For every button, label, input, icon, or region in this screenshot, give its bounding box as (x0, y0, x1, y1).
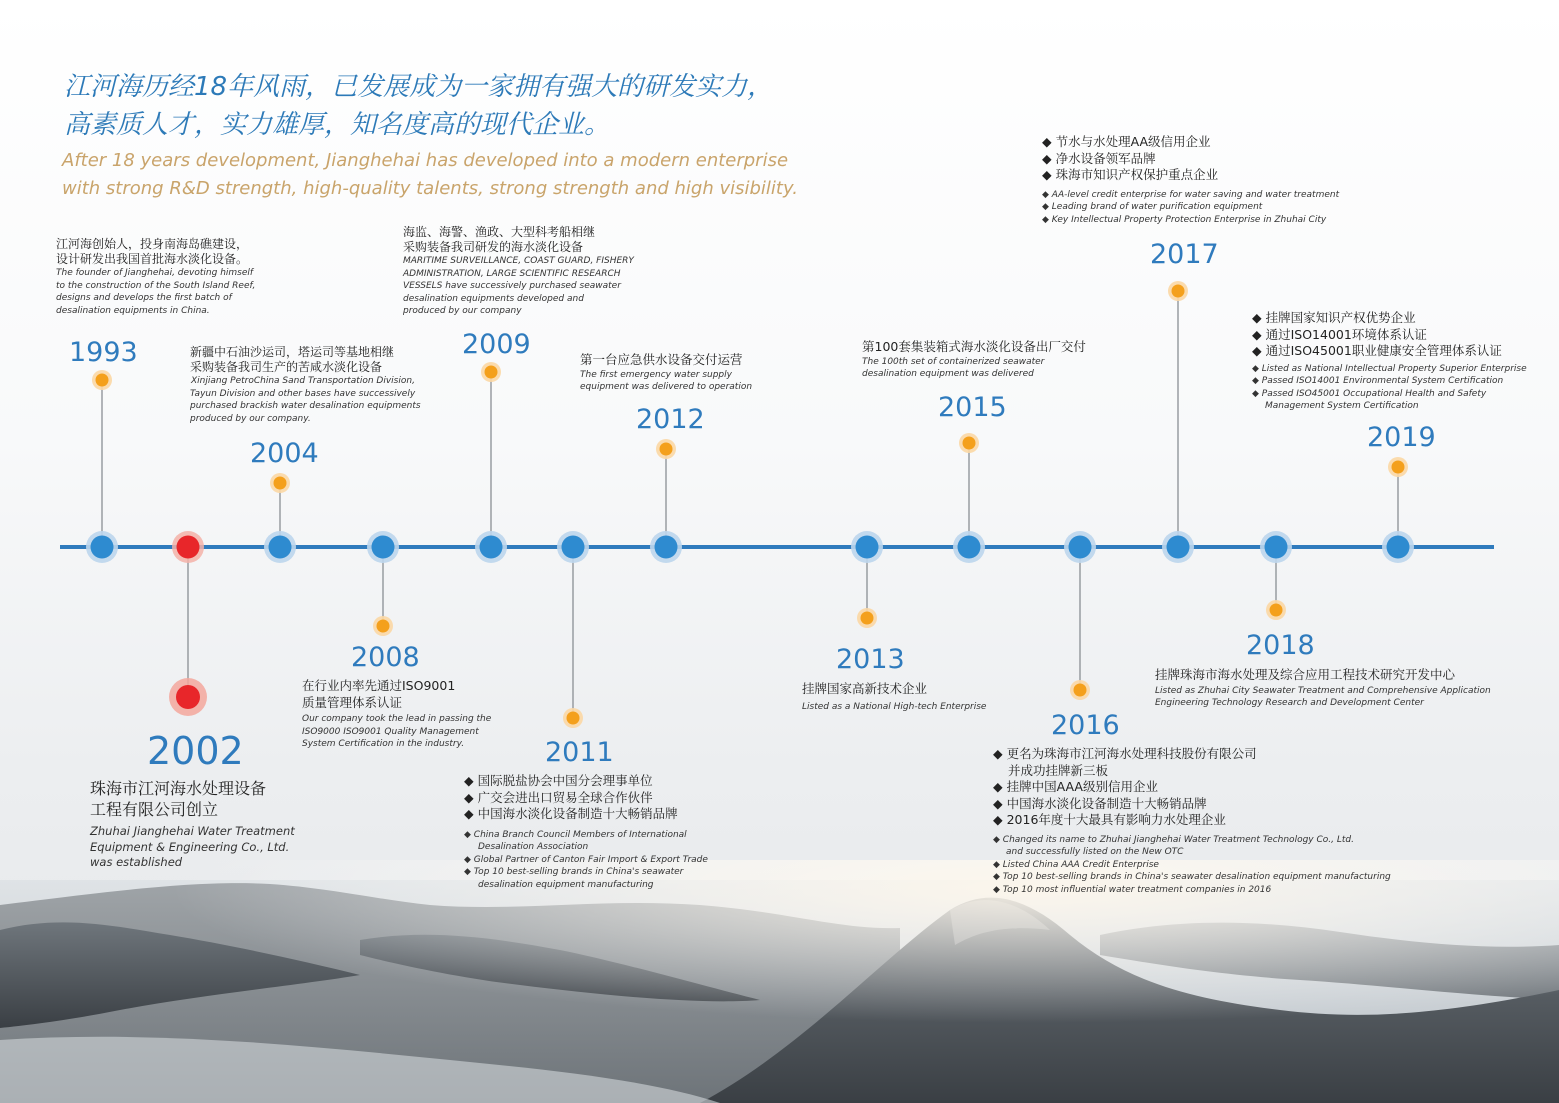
event-2009-en-3: VESSELS have successively purchased seawater (403, 281, 621, 291)
pin-dot-2019 (1392, 461, 1405, 474)
pin-dot-2011 (567, 712, 580, 725)
event-2019-cn-3: ◆ 通过ISO45001职业健康安全管理体系认证 (1252, 343, 1527, 360)
event-2004-text (190, 345, 421, 425)
event-2002-text (90, 778, 295, 871)
event-2017-cn-2: ◆ 净水设备领军品牌 (1042, 151, 1339, 168)
event-2016-en-5: ◆ Top 10 most influential water treatment companies in 2016 (993, 884, 1391, 897)
event-2002-cn-2: 工程有限公司创立 (90, 800, 219, 819)
timeline-node-2019 (1387, 536, 1410, 559)
event-2012-text (580, 352, 752, 394)
year-2008: 2008 (351, 642, 420, 673)
event-2011-cn-3: ◆ 中国海水淡化设备制造十大畅销品牌 (464, 806, 708, 823)
year-2012: 2012 (636, 404, 705, 435)
event-2016-en-3: ◆ Listed China AAA Credit Enterprise (993, 859, 1391, 872)
event-2008-en-2: ISO9000 ISO9001 Quality Management (302, 726, 479, 737)
year-2016: 2016 (1051, 710, 1120, 741)
year-2015: 2015 (938, 392, 1007, 423)
pin-dot-2018 (1270, 604, 1283, 617)
event-2004-en-4: produced by our company. (190, 413, 311, 424)
event-2008-en-3: System Certification in the industry. (302, 739, 465, 749)
event-2017-cn-3: ◆ 珠海市知识产权保护重点企业 (1042, 167, 1339, 184)
event-2004-en-1: Xinjiang PetroChina Sand Transportation Division, (191, 376, 415, 386)
event-2012-en-2: equipment was delivered to operation (580, 382, 753, 392)
pin-dot-2016 (1074, 684, 1087, 697)
year-2018: 2018 (1246, 630, 1315, 661)
event-2009-en-5: produced by our company (403, 306, 522, 316)
event-2018-en-1: Listed as Zhuhai City Seawater Treatment and Comprehensive Application (1155, 685, 1491, 696)
event-2004-cn-2: 采购装备我司生产的苦咸水淡化设备 (190, 360, 383, 374)
event-2002-en-3: was established (90, 855, 183, 869)
pin-dot-2017 (1172, 285, 1185, 298)
event-2011-en-3: ◆ Global Partner of Canton Fair Import & Export Trade (464, 854, 708, 867)
event-2012-cn-1: 第一台应急供水设备交付运营 (580, 352, 743, 367)
pin-dot-2004 (274, 477, 287, 490)
event-2008-en-1: Our company took the lead in passing the (302, 714, 492, 724)
year-2009: 2009 (462, 329, 531, 360)
timeline-node-2016 (1069, 536, 1092, 559)
event-2017-en-1: ◆ AA-level credit enterprise for water saving and water treatment (1042, 189, 1339, 202)
pin-dot-1993 (96, 374, 109, 387)
event-2016-cn-5: ◆ 2016年度十大最具有影响力水处理企业 (993, 812, 1391, 829)
pin-dot-2002 (176, 685, 200, 709)
event-2004-en-3: purchased brackish water desalination equipments (190, 401, 421, 411)
event-2019-cn-1: ◆ 挂牌国家知识产权优势企业 (1252, 310, 1527, 327)
event-2015-en-2: desalination equipment was delivered (862, 369, 1034, 379)
timeline-node-2018 (1265, 536, 1288, 559)
pin-dot-2015 (963, 437, 976, 450)
event-2011-en-1: ◆ China Branch Council Members of International (464, 829, 708, 842)
event-2009-en-4: desalination equipments developed and (403, 293, 584, 304)
event-2019-text (1252, 310, 1527, 413)
event-2016-en-1: ◆ Changed its name to Zhuhai Jianghehai Water Treatment Technology Co., Ltd. (993, 834, 1391, 847)
event-2016-cn-1: ◆ 更名为珠海市江河海水处理科技股份有限公司 (993, 746, 1391, 763)
event-2012-en-1: The first emergency water supply (580, 369, 732, 380)
year-2013: 2013 (836, 644, 905, 675)
event-2011-cn-1: ◆ 国际脱盐协会中国分会理事单位 (464, 773, 708, 790)
event-1993-en-2: to the construction of the South Island Reef, (56, 280, 256, 291)
event-2011-en-5: desalination equipment manufacturing (478, 879, 654, 890)
event-2009-en-2: ADMINISTRATION, LARGE SCIENTIFIC RESEARCH (403, 268, 621, 279)
timeline-node-2013 (856, 536, 879, 559)
event-1993-cn-2: 设计研发出我国首批海水淡化设备。 (56, 252, 249, 266)
event-2018-text (1155, 667, 1491, 710)
event-2011-text (464, 773, 708, 891)
event-2019-en-3: ◆ Passed ISO45001 Occupational Health and Safety (1252, 388, 1527, 401)
event-2016-cn-4: ◆ 中国海水淡化设备制造十大畅销品牌 (993, 796, 1391, 813)
pin-dot-2012 (660, 443, 673, 456)
year-2019: 2019 (1367, 422, 1436, 453)
event-2008-cn-2: 质量管理体系认证 (302, 694, 403, 710)
event-1993-cn-1: 江河海创始人，投身南海岛礁建设， (56, 237, 249, 251)
year-2017: 2017 (1150, 239, 1219, 270)
event-2019-cn-2: ◆ 通过ISO14001环境体系认证 (1252, 327, 1527, 344)
event-1993-en-3: designs and develops the first batch of (56, 293, 232, 303)
event-2019-en-2: ◆ Passed ISO14001 Environmental System Certification (1252, 375, 1527, 388)
event-1993-en-1: The founder of Jianghehai, devoting himself (56, 268, 254, 278)
event-2015-en-1: The 100th set of containerized seawater (862, 356, 1045, 367)
event-2016-cn-2: 并成功挂牌新三板 (1008, 762, 1109, 778)
event-2017-cn-1: ◆ 节水与水处理AA级信用企业 (1042, 134, 1339, 151)
pin-dot-2009 (485, 366, 498, 379)
event-2019-en-4: Management System Certification (1265, 401, 1419, 411)
pin-dot-2008 (377, 620, 390, 633)
event-2002-cn-1: 珠海市江河海水处理设备 (90, 779, 267, 798)
timeline-node-2008 (372, 536, 395, 559)
timeline-node-2012 (655, 536, 678, 559)
event-2009-cn-1: 海监、海警、渔政、大型科考船相继 (403, 225, 596, 239)
event-2016-text (993, 746, 1391, 896)
event-2018-cn-1: 挂牌珠海市海水处理及综合应用工程技术研究开发中心 (1155, 667, 1456, 682)
event-2018-en-2: Engineering Technology Research and Development Center (1155, 698, 1424, 708)
event-2015-text (862, 339, 1086, 381)
event-2008-cn-1: 在行业内率先通过ISO9001 (302, 678, 456, 693)
timeline-node-2004 (269, 536, 292, 559)
event-2011-en-4: ◆ Top 10 best-selling brands in China's seawater (464, 866, 708, 879)
heading-en-line-2: with strong R&D strength, high-quality talents, strong strength and high visibility. (62, 178, 798, 199)
event-2019-en-1: ◆ Listed as National Intellectual Property Superior Enterprise (1252, 363, 1527, 376)
timeline-node-1993 (91, 536, 114, 559)
event-2016-en-4: ◆ Top 10 best-selling brands in China's seawater desalination equipment manufacturing (993, 871, 1391, 884)
heading-cn-line-1: 江河海历经18年风雨，已发展成为一家拥有强大的研发实力， (64, 72, 774, 102)
event-2008-text (302, 678, 491, 751)
timeline-node-2017 (1167, 536, 1190, 559)
event-2009-text (403, 225, 634, 318)
timeline-node-2011 (562, 536, 585, 559)
event-2015-cn-1: 第100套集装箱式海水淡化设备出厂交付 (862, 339, 1086, 354)
event-1993-en-4: desalination equipments in China. (56, 305, 210, 316)
event-2004-en-2: Tayun Division and other bases have successively (190, 388, 416, 399)
pin-dot-2013 (861, 612, 874, 625)
year-2004: 2004 (250, 438, 319, 469)
year-1993: 1993 (69, 337, 138, 368)
event-2013-cn-1: 挂牌国家高新技术企业 (802, 681, 928, 696)
event-2016-en-2: and successfully listed on the New OTC (1006, 847, 1184, 857)
event-2017-en-3: ◆ Key Intellectual Property Protection Enterprise in Zhuhai City (1042, 214, 1339, 227)
timeline-node-2015 (958, 536, 981, 559)
event-2002-en-1: Zhuhai Jianghehai Water Treatment (90, 824, 295, 838)
event-2017-text (1042, 134, 1339, 226)
event-1993-text (56, 237, 255, 317)
year-2011: 2011 (545, 737, 614, 768)
event-2017-en-2: ◆ Leading brand of water purification equipment (1042, 201, 1339, 214)
heading-en-line-1: After 18 years development, Jianghehai has developed into a modern enterprise (62, 150, 789, 171)
event-2009-cn-2: 采购装备我司研发的海水淡化设备 (403, 240, 584, 254)
event-2002-en-2: Equipment & Engineering Co., Ltd. (90, 839, 290, 854)
event-2011-en-2: Desalination Association (478, 842, 589, 852)
event-2013-en-1: Listed as a National High-tech Enterprise (802, 701, 987, 712)
event-2013-text (802, 681, 986, 713)
year-2002: 2002 (147, 729, 244, 773)
event-2004-cn-1: 新疆中石油沙运司，塔运司等基地相继 (190, 345, 395, 359)
timeline-node-2009 (480, 536, 503, 559)
event-2016-cn-3: ◆ 挂牌中国AAA级别信用企业 (993, 779, 1391, 796)
event-2011-cn-2: ◆ 广交会进出口贸易全球合作伙伴 (464, 790, 708, 807)
event-2009-en-1: MARITIME SURVEILLANCE, COAST GUARD, FISHERY (403, 256, 634, 266)
timeline-node-2002 (177, 536, 200, 559)
heading-cn-line-2: 高素质人才，实力雄厚，知名度高的现代企业。 (64, 110, 611, 140)
